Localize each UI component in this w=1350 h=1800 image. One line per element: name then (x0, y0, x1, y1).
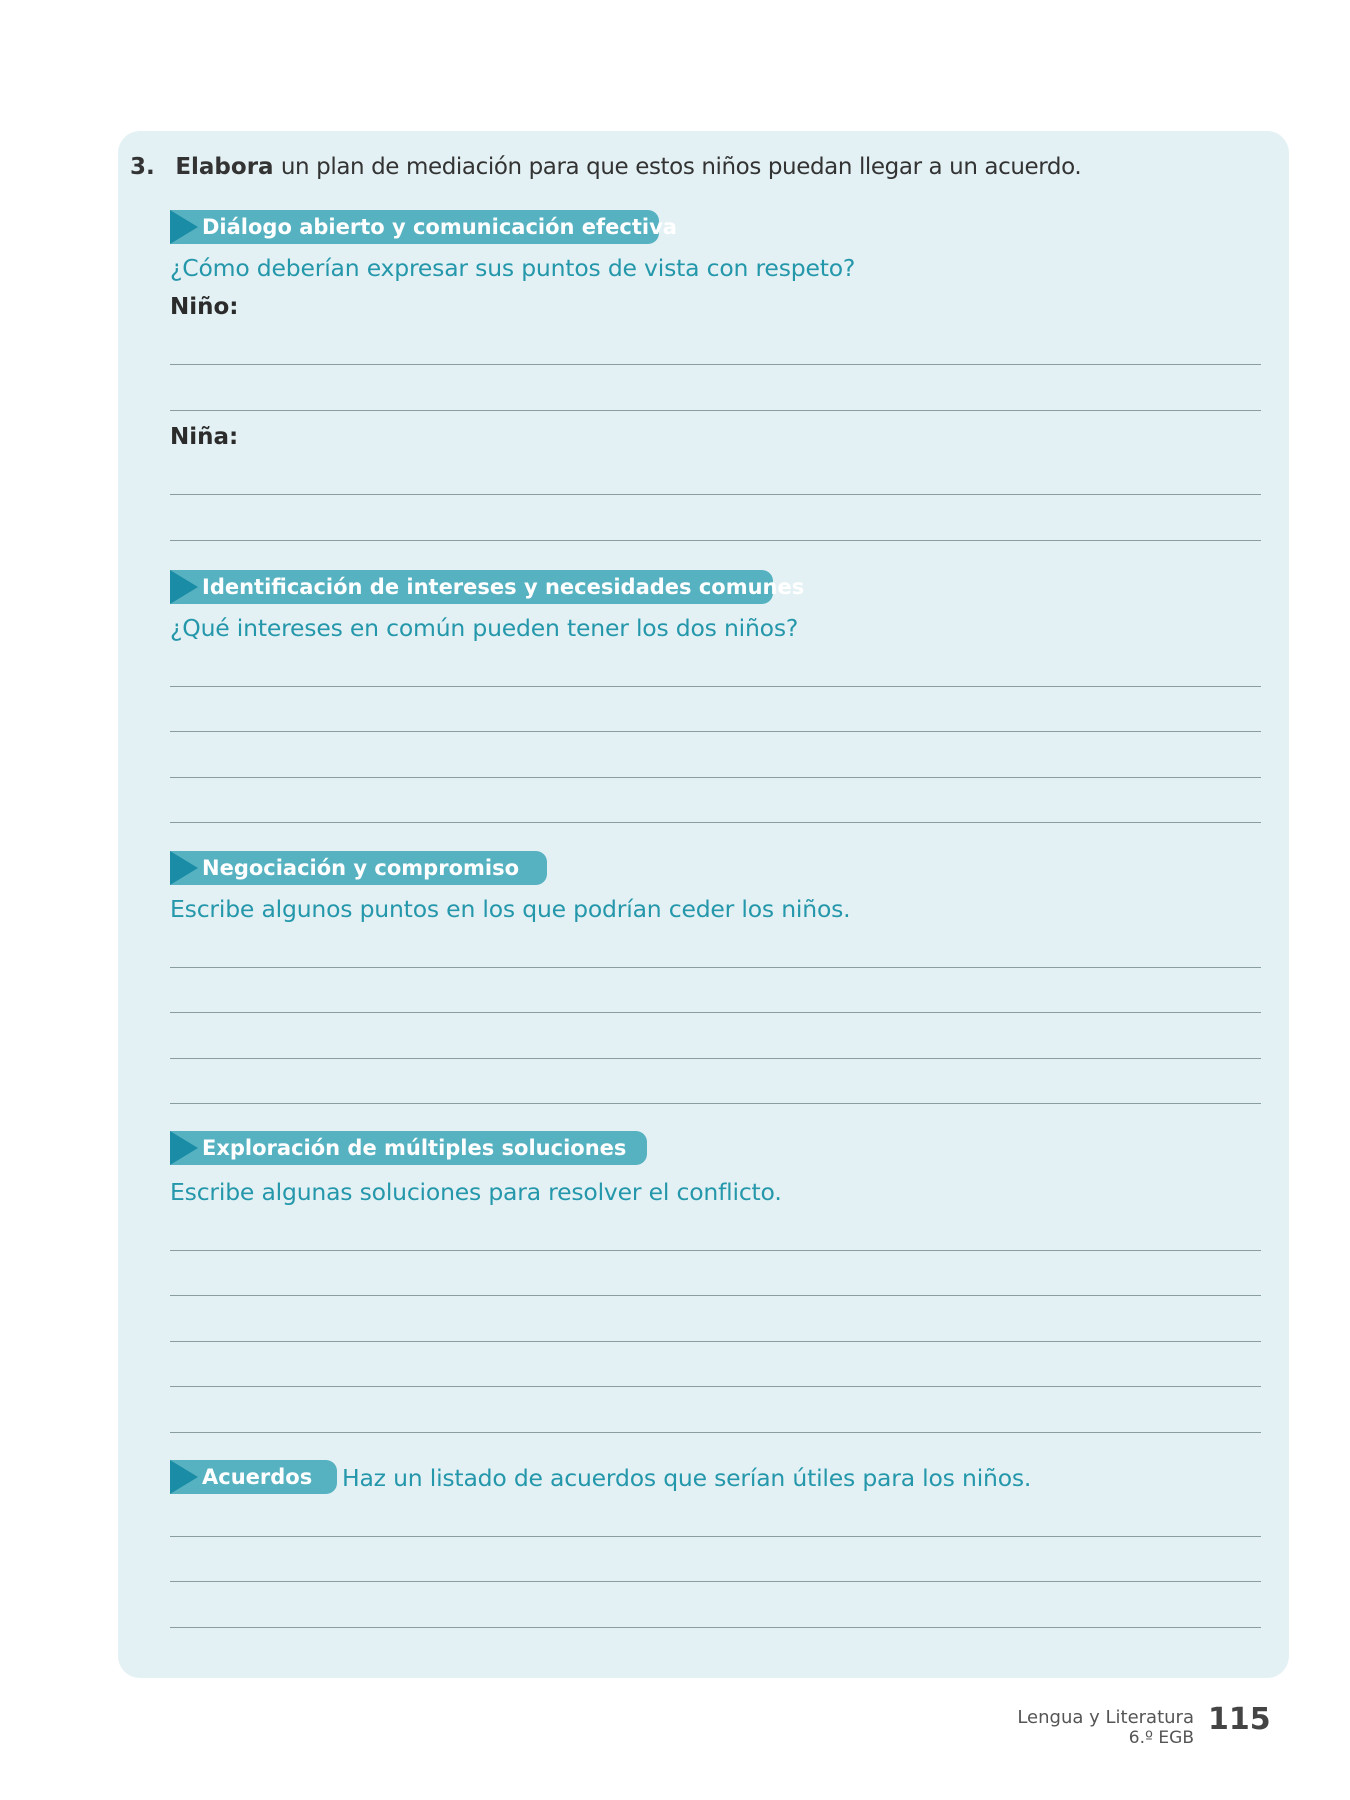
answer-line-intereses-3[interactable] (170, 777, 1261, 778)
answer-line-soluciones-1[interactable] (170, 1250, 1261, 1251)
section-prompt-dialogo: ¿Cómo deberían expresar sus puntos de vista con respeto? (170, 254, 856, 282)
section-tag-dialogo: Diálogo abierto y comunicación efectiva (170, 210, 659, 244)
sublabel-nina: Niña: (170, 424, 239, 450)
answer-line-nina-2[interactable] (170, 540, 1261, 541)
answer-line-soluciones-4[interactable] (170, 1386, 1261, 1387)
answer-line-intereses-2[interactable] (170, 731, 1261, 732)
section-tag-intereses: Identificación de intereses y necesidades comunes (170, 570, 773, 604)
answer-line-acuerdos-3[interactable] (170, 1627, 1261, 1628)
answer-line-intereses-1[interactable] (170, 686, 1261, 687)
answer-line-soluciones-3[interactable] (170, 1341, 1261, 1342)
answer-line-negociacion-2[interactable] (170, 1012, 1261, 1013)
answer-line-intereses-4[interactable] (170, 822, 1261, 823)
answer-line-negociacion-1[interactable] (170, 967, 1261, 968)
answer-line-soluciones-2[interactable] (170, 1295, 1261, 1296)
answer-line-negociacion-4[interactable] (170, 1103, 1261, 1104)
section-tag-acuerdos: Acuerdos (170, 1460, 337, 1494)
task-text: un plan de mediación para que estos niños puedan llegar a un acuerdo. (280, 154, 1082, 180)
section-tag-negociacion: Negociación y compromiso (170, 851, 547, 885)
task-verb: Elabora (175, 154, 274, 180)
section-prompt-acuerdos: Haz un listado de acuerdos que serían útiles para los niños. (342, 1464, 1032, 1492)
section-prompt-soluciones: Escribe algunas soluciones para resolver el conflicto. (170, 1178, 782, 1206)
section-tag-soluciones: Exploración de múltiples soluciones (170, 1131, 647, 1165)
answer-line-nina-1[interactable] (170, 494, 1261, 495)
answer-line-nino-2[interactable] (170, 410, 1261, 411)
task-number: 3. (130, 154, 155, 180)
task-instruction (130, 154, 1081, 180)
answer-line-negociacion-3[interactable] (170, 1058, 1261, 1059)
page-number: 115 (1208, 1702, 1271, 1737)
answer-line-nino-1[interactable] (170, 364, 1261, 365)
section-prompt-intereses: ¿Qué intereses en común pueden tener los dos niños? (170, 614, 799, 642)
section-prompt-negociacion: Escribe algunos puntos en los que podrían ceder los niños. (170, 895, 851, 923)
footer-subject: Lengua y Literatura (1017, 1707, 1194, 1728)
answer-line-soluciones-5[interactable] (170, 1432, 1261, 1433)
sublabel-nino: Niño: (170, 294, 239, 320)
footer-grade: 6.º EGB (1128, 1728, 1194, 1748)
answer-line-acuerdos-1[interactable] (170, 1536, 1261, 1537)
answer-line-acuerdos-2[interactable] (170, 1581, 1261, 1582)
